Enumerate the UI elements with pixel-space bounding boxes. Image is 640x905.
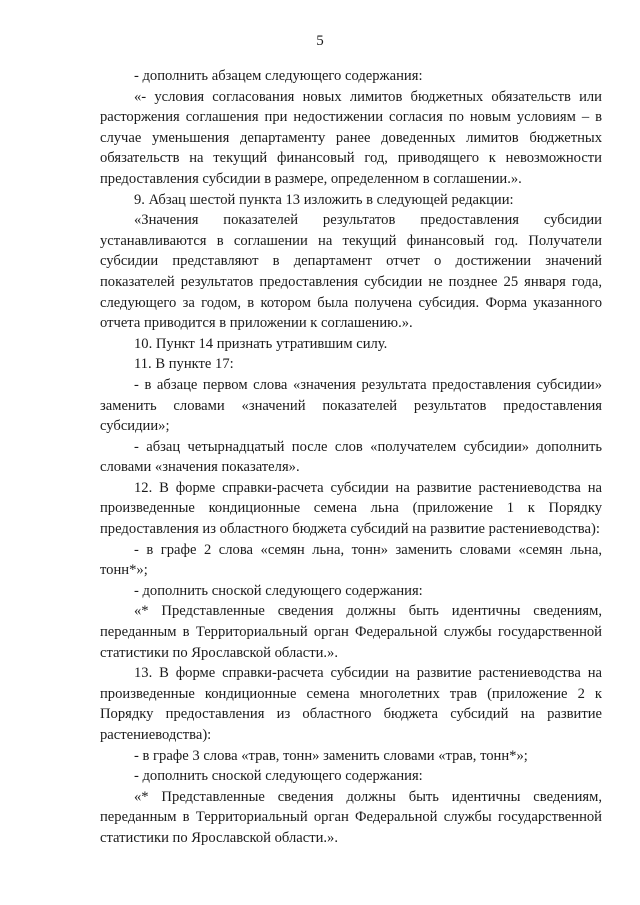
paragraph-item-12-column-2: - в графе 2 слова «семян льна, тонн» заменить словами «семян льна, тонн*»; (100, 541, 602, 579)
paragraph-quoted-indicators: «Значения показателей результатов предоставления субсидии устанавливаются в соглашении на текущий финансовый год. Получатели субсидии представляют в департамент отчет о достижении значений показателей результатов предоставления субсидии не позднее 25 января года, следующего за годом, в котором была получена субсидия. Форма указанного отчета приводится в приложении к соглашению.». (100, 212, 602, 332)
paragraph-item-12-footnote-intro: - дополнить сноской следующего содержания: (134, 582, 423, 599)
paragraph-item-12: 12. В форме справки-расчета субсидии на развитие растениеводства на произведенные кондиционные семена льна (приложение 1 к Порядку предоставления из областного бюджета субсидий на развитие растениеводства): (100, 479, 602, 538)
paragraph-item-9: 9. Абзац шестой пункта 13 изложить в следующей редакции: (134, 191, 514, 208)
page-number: 5 (316, 33, 324, 49)
paragraph-item-13: 13. В форме справки-расчета субсидии на развитие растениеводства на произведенные кондиционные семена многолетних трав (приложение 2 к Порядку предоставления из областного бюджета субсидий на развитие растениеводства): (100, 665, 602, 743)
paragraph-item-13-footnote: «* Представленные сведения должны быть идентичны сведениям, переданным в Территориальный орган Федеральной службы государственной статистики по Ярославской области.». (100, 788, 602, 846)
document-body (100, 66, 602, 849)
paragraph-item-12-footnote: «* Представленные сведения должны быть идентичны сведениям, переданным в Территориальный орган Федеральной службы государственной статистики по Ярославской области.». (100, 603, 602, 661)
paragraph-item-11-first: - в абзаце первом слова «значения результата предоставления субсидии» заменить словами «значений показателей результатов предоставления субсидии»; (100, 376, 602, 435)
paragraph-item-13-footnote-intro: - дополнить сноской следующего содержания: (134, 768, 423, 785)
paragraph-item-11-fourteenth: - абзац четырнадцатый после слов «получателем субсидии» дополнить словами «значения показателя». (100, 438, 602, 476)
paragraph-item-10: 10. Пункт 14 признать утратившим силу. (134, 335, 388, 352)
paragraph-add-clause: - дополнить абзацем следующего содержания: (134, 68, 423, 84)
paragraph-item-13-column-3: - в графе 3 слова «трав, тонн» заменить словами «трав, тонн*»; (134, 747, 528, 764)
paragraph-quoted-conditions: «- условия согласования новых лимитов бюджетных обязательств или расторжения соглашения при недостижении согласия по новым условиям – в случае уменьшения департаменту ранее доведенных лимитов бюджетных обязательств на текущий финансовый год, приводящего к невозможности предоставления субсидии в размере, определенном в соглашении.». (100, 88, 602, 187)
paragraph-item-11: 11. В пункте 17: (134, 356, 234, 373)
